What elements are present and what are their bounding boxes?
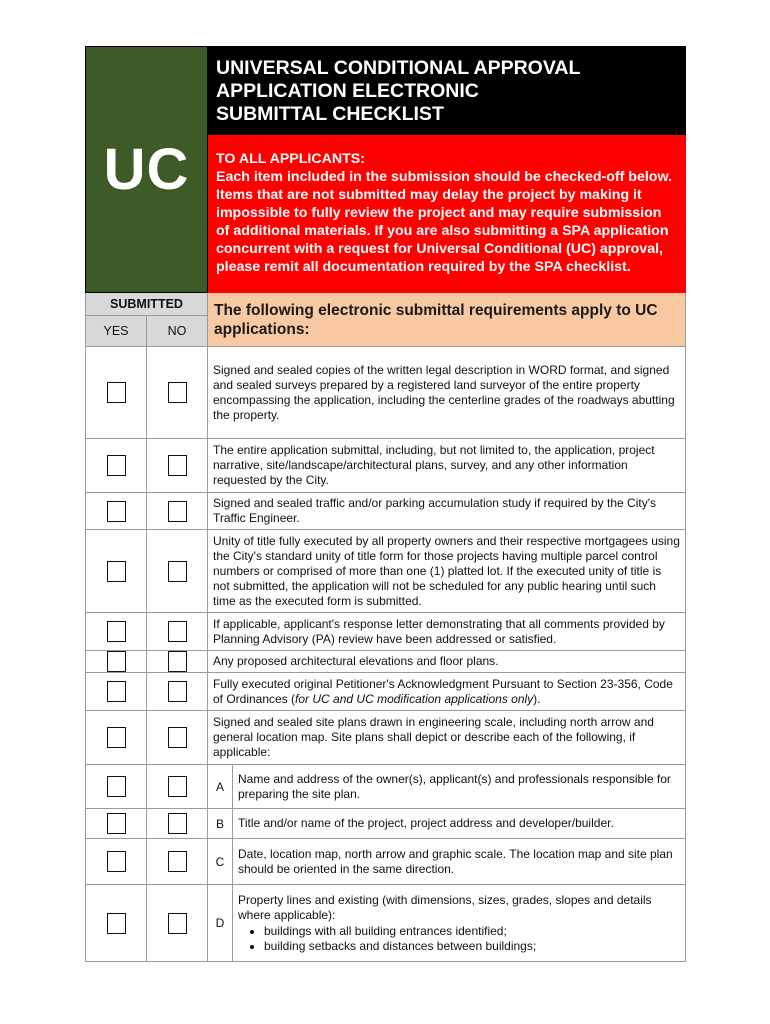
sub-requirement-text: Title and/or name of the project, project address and developer/builder. — [233, 809, 686, 839]
no-checkbox[interactable] — [168, 776, 187, 797]
form-title — [208, 47, 686, 135]
yes-checkbox[interactable] — [107, 382, 126, 403]
checklist-row — [86, 613, 686, 651]
yes-checkbox[interactable] — [107, 501, 126, 522]
yes-checkbox[interactable] — [107, 813, 126, 834]
checklist-row — [86, 673, 686, 711]
applicant-notice — [208, 135, 686, 293]
checklist-row — [86, 439, 686, 493]
requirement-text: If applicable, applicant's response letter demonstrating that all comments provided by Planning Advisory (PA) review have been addressed or satisfied. — [208, 613, 686, 651]
submitted-column-header: SUBMITTED — [86, 293, 208, 316]
checklist-row — [86, 347, 686, 439]
no-checkbox[interactable] — [168, 913, 187, 934]
notice-body: Each item included in the submission should be checked-off below. Items that are not submitted may delay the project by making it impossible to fully review the project and may require submission of additional materials. If you are also submitting a SPA application concurrent with a request for Universal Conditional (UC) approval, please remit all documentation required by the SPA checklist. — [216, 169, 672, 275]
sub-item-letter: A — [208, 765, 233, 809]
requirement-text: Fully executed original Petitioner's Acknowledgment Pursuant to Section 23-356, Code of Ordinances (for UC and UC modification applications only). — [208, 673, 686, 711]
notice-heading: TO ALL APPLICANTS: — [216, 151, 365, 167]
no-checkbox[interactable] — [168, 501, 187, 522]
uc-logo-block — [86, 47, 208, 293]
no-checkbox[interactable] — [168, 681, 187, 702]
yes-checkbox[interactable] — [107, 651, 126, 672]
yes-checkbox[interactable] — [107, 681, 126, 702]
checklist-subrow — [86, 765, 686, 809]
yes-column-header: YES — [86, 316, 147, 347]
sub-item-letter: D — [208, 885, 233, 962]
no-checkbox[interactable] — [168, 851, 187, 872]
no-checkbox[interactable] — [168, 727, 187, 748]
bullet-item: • buildings with all building entrances identified; — [264, 924, 680, 939]
no-checkbox[interactable] — [168, 813, 187, 834]
no-column-header: NO — [147, 316, 208, 347]
checklist-subrow — [86, 809, 686, 839]
checklist-row — [86, 493, 686, 530]
requirement-text: Signed and sealed site plans drawn in engineering scale, including north arrow and general location map. Site plans shall depict or describe each of the following, if applicable: — [208, 711, 686, 765]
title-line-3: SUBMITTAL CHECKLIST — [216, 103, 444, 125]
yes-checkbox[interactable] — [107, 561, 126, 582]
requirements-heading: The following electronic submittal requirements apply to UC applications: — [208, 293, 686, 347]
yes-checkbox[interactable] — [107, 851, 126, 872]
checklist-subrow — [86, 885, 686, 962]
requirement-text: Any proposed architectural elevations and floor plans. — [208, 651, 686, 673]
sub-item-letter: C — [208, 839, 233, 885]
sub-requirement-text: Property lines and existing (with dimensions, sizes, grades, slopes and details where applicable): • buildings with all building entrances identified; • building setbacks and distances between buildings; — [233, 885, 686, 962]
checklist-table — [85, 46, 686, 962]
no-checkbox[interactable] — [168, 382, 187, 403]
checklist-sheet — [85, 46, 685, 962]
title-line-2: APPLICATION ELECTRONIC — [216, 80, 479, 102]
yes-checkbox[interactable] — [107, 455, 126, 476]
sub-requirement-text: Name and address of the owner(s), applicant(s) and professionals responsible for preparing the site plan. — [233, 765, 686, 809]
title-line-1: UNIVERSAL CONDITIONAL APPROVAL — [216, 57, 581, 79]
requirement-text: Signed and sealed copies of the written legal description in WORD format, and signed and sealed surveys prepared by a registered land surveyor of the entire property encompassing the application, including the centerline grades of the roadways abutting the property. — [208, 347, 686, 439]
checklist-row — [86, 711, 686, 765]
bullet-item: • building setbacks and distances between buildings; — [264, 939, 680, 954]
uc-logo: UC — [103, 137, 190, 202]
requirement-text: Signed and sealed traffic and/or parking accumulation study if required by the City's Traffic Engineer. — [208, 493, 686, 530]
bullet-list — [238, 924, 680, 954]
no-checkbox[interactable] — [168, 561, 187, 582]
yes-checkbox[interactable] — [107, 913, 126, 934]
yes-checkbox[interactable] — [107, 776, 126, 797]
checklist-row — [86, 530, 686, 613]
no-checkbox[interactable] — [168, 651, 187, 672]
yes-checkbox[interactable] — [107, 621, 126, 642]
checklist-row — [86, 651, 686, 673]
sub-item-letter: B — [208, 809, 233, 839]
no-checkbox[interactable] — [168, 455, 187, 476]
sub-requirement-text: Date, location map, north arrow and graphic scale. The location map and site plan should be oriented in the same direction. — [233, 839, 686, 885]
checklist-subrow — [86, 839, 686, 885]
requirement-text: Unity of title fully executed by all property owners and their respective mortgagees using the City's standard unity of title form for those projects having multiple parcel control numbers or comprised of more than one (1) platted lot. If the executed unity of title is not submitted, the application will not be scheduled for any public hearing until such time as the executed form is submitted. — [208, 530, 686, 613]
no-checkbox[interactable] — [168, 621, 187, 642]
yes-checkbox[interactable] — [107, 727, 126, 748]
requirement-text: The entire application submittal, including, but not limited to, the application, project narrative, site/landscape/architectural plans, survey, and any other information requested by the City. — [208, 439, 686, 493]
